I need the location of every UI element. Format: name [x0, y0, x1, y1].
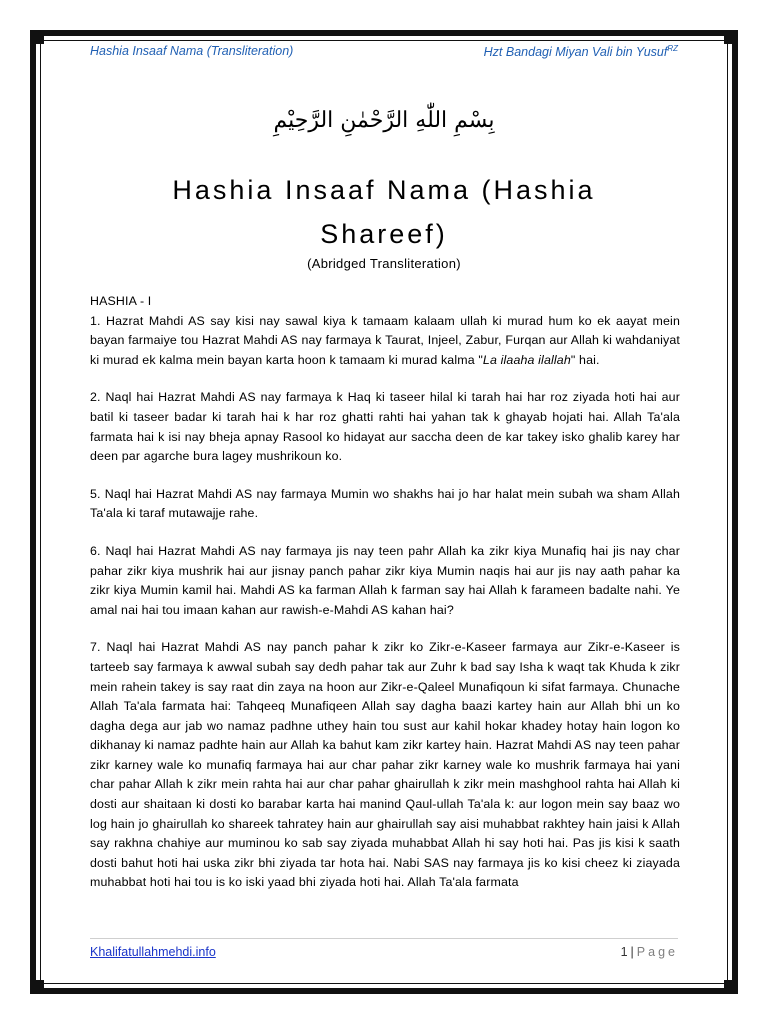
- page-word: Page: [636, 945, 678, 959]
- border-corner-top-right: [724, 30, 738, 44]
- page-number: 1: [620, 945, 628, 959]
- footer-website-link[interactable]: Khalifatullahmehdi.info: [90, 945, 216, 959]
- paragraph-2: 2. Naql hai Hazrat Mahdi AS nay farmaya k Haq ki taseer hilal ki tarah hai har roz ziyada hoti hai aur batil ki taseer badar ki tarah hai k har roz ghatti rahti hai yahan tak k ghayab hojati hai. Allah Ta'ala farmata hai k isi nay bheja apnay Rasool ko hidayat aur saccha deen de kar takey isko ghalib karey har deen par agarche bura lagey mushrikoun ko.: [90, 390, 680, 464]
- border-corner-bottom-right: [724, 980, 738, 994]
- section-heading: HASHIA - I: [90, 294, 152, 308]
- footer-divider: [90, 938, 678, 939]
- paragraph-1-text: 1. Hazrat Mahdi AS say kisi nay sawal kiya k tamaam kalaam ullah ki murad hum ko ek aayat mein bayan farmaiye tou Hazrat Mahdi AS nay farmaya k Taurat, Injeel, Zabur, Furqan aur Allah ki wahdaniyat ki murad ek kalma mein bayan karta hoon k tamaam ki murad kalma ": [90, 313, 680, 367]
- header-author: [484, 44, 678, 59]
- paragraph-1-italic: La ilaaha ilallah: [482, 352, 571, 367]
- border-corner-top-left: [30, 30, 44, 44]
- header-document-title: Hashia Insaaf Nama (Transliteration): [90, 44, 294, 58]
- header-author-name: Hzt Bandagi Miyan Vali bin Yusuf: [483, 45, 668, 60]
- paragraph-1: [90, 312, 680, 371]
- bismillah-calligraphy: بِسْمِ اللّٰهِ الرَّحْمٰنِ الرَّحِيْمِ: [273, 108, 495, 133]
- page-number-label: [621, 945, 678, 959]
- page-title: Hashia Insaaf Nama (Hashia Shareef): [172, 175, 596, 249]
- page-footer: [90, 945, 678, 963]
- paragraph-1-end: " hai.: [570, 352, 600, 367]
- page-subtitle: (Abridged Transliteration): [307, 256, 461, 271]
- paragraph-6: 6. Naql hai Hazrat Mahdi AS nay farmaya jis nay teen pahr Allah ka zikr kiya Munafiq hai jis nay char pahar zikr kiya mushrik hai aur jisnay panch pahar zikr kiya Mumin naqis hai aur jis nay aath pahar ka zikr kiya Mumin kamil hai. Mahdi AS ka farman Allah k farman say hai Allah k farameen badalte nahi. Ye amal nai hai tou imaan kahan aur rawish-e-Mahdi AS kahan hai?: [90, 543, 680, 617]
- page-separator: |: [630, 945, 634, 959]
- paragraph-7: 7. Naql hai Hazrat Mahdi AS nay panch pahar k zikr ko Zikr-e-Kaseer farmaya aur Zikr-e-Kaseer is tarteeb say farmaya k awwal subah say dedh pahar tak aur Zuhr k bad say Isha k waqt tak Khuda k zikr mein rahein takey is say raat din zaya na hoon aur Zikr-e-Qaleel Munafiqoun ki sifat farmaya. Chunache Allah Ta'ala farmata hai: Tahqeeq Munafiqeen Allah say dagha baazi kartey hain aur Allah bhi un ko dagha dega aur jab wo namaz padhne uthey hain tou sust aur kahil hokar khadey hotay hain logon ko dikhanay ki namaz padhte hain aur Allah ka bahut kam zikr kartey hain. Hazrat Mahdi AS nay teen pahar zikr karney wale ko munafiq farmaya hai aur char pahar zikr karney wale ko mushrik farmaya hai yani char pahar Allah k zikr mein rahta hai aur char pahar ghairullah k zikr mein mashghool rahta hai Allah ki dosti aur shaitaan ki dosti ko barabar karta hai manind Qaul-ullah Ta'ala k: aur logon mein say baaz wo log hain jo ghairullah ko shareek tahratey hain aur ghairullah say aisi muhabbat rakhtey hain jaisi k Allah say rakhna chahiye aur muminou ko sab say ziyada muhabbat Allah hi say hoti hai. Pas jis kisi k saath dosti bahut hoti hai uska zikr bhi ziyada tar hota hai. Nabi SAS nay farmaya jis ko kisi cheez ki ziayada muhabbat hoti hai tou is ko iski yaad bhi ziyada hoti hai. Allah Ta'ala farmata: [90, 640, 680, 890]
- page-header: [90, 44, 678, 64]
- header-author-honorific: RZ: [667, 44, 678, 53]
- border-corner-bottom-left: [30, 980, 44, 994]
- paragraph-5: 5. Naql hai Hazrat Mahdi AS nay farmaya Mumin wo shakhs hai jo har halat mein subah wa sham Allah Ta'ala ki taraf mutawajje rahe.: [90, 486, 680, 521]
- document-body: [90, 292, 680, 911]
